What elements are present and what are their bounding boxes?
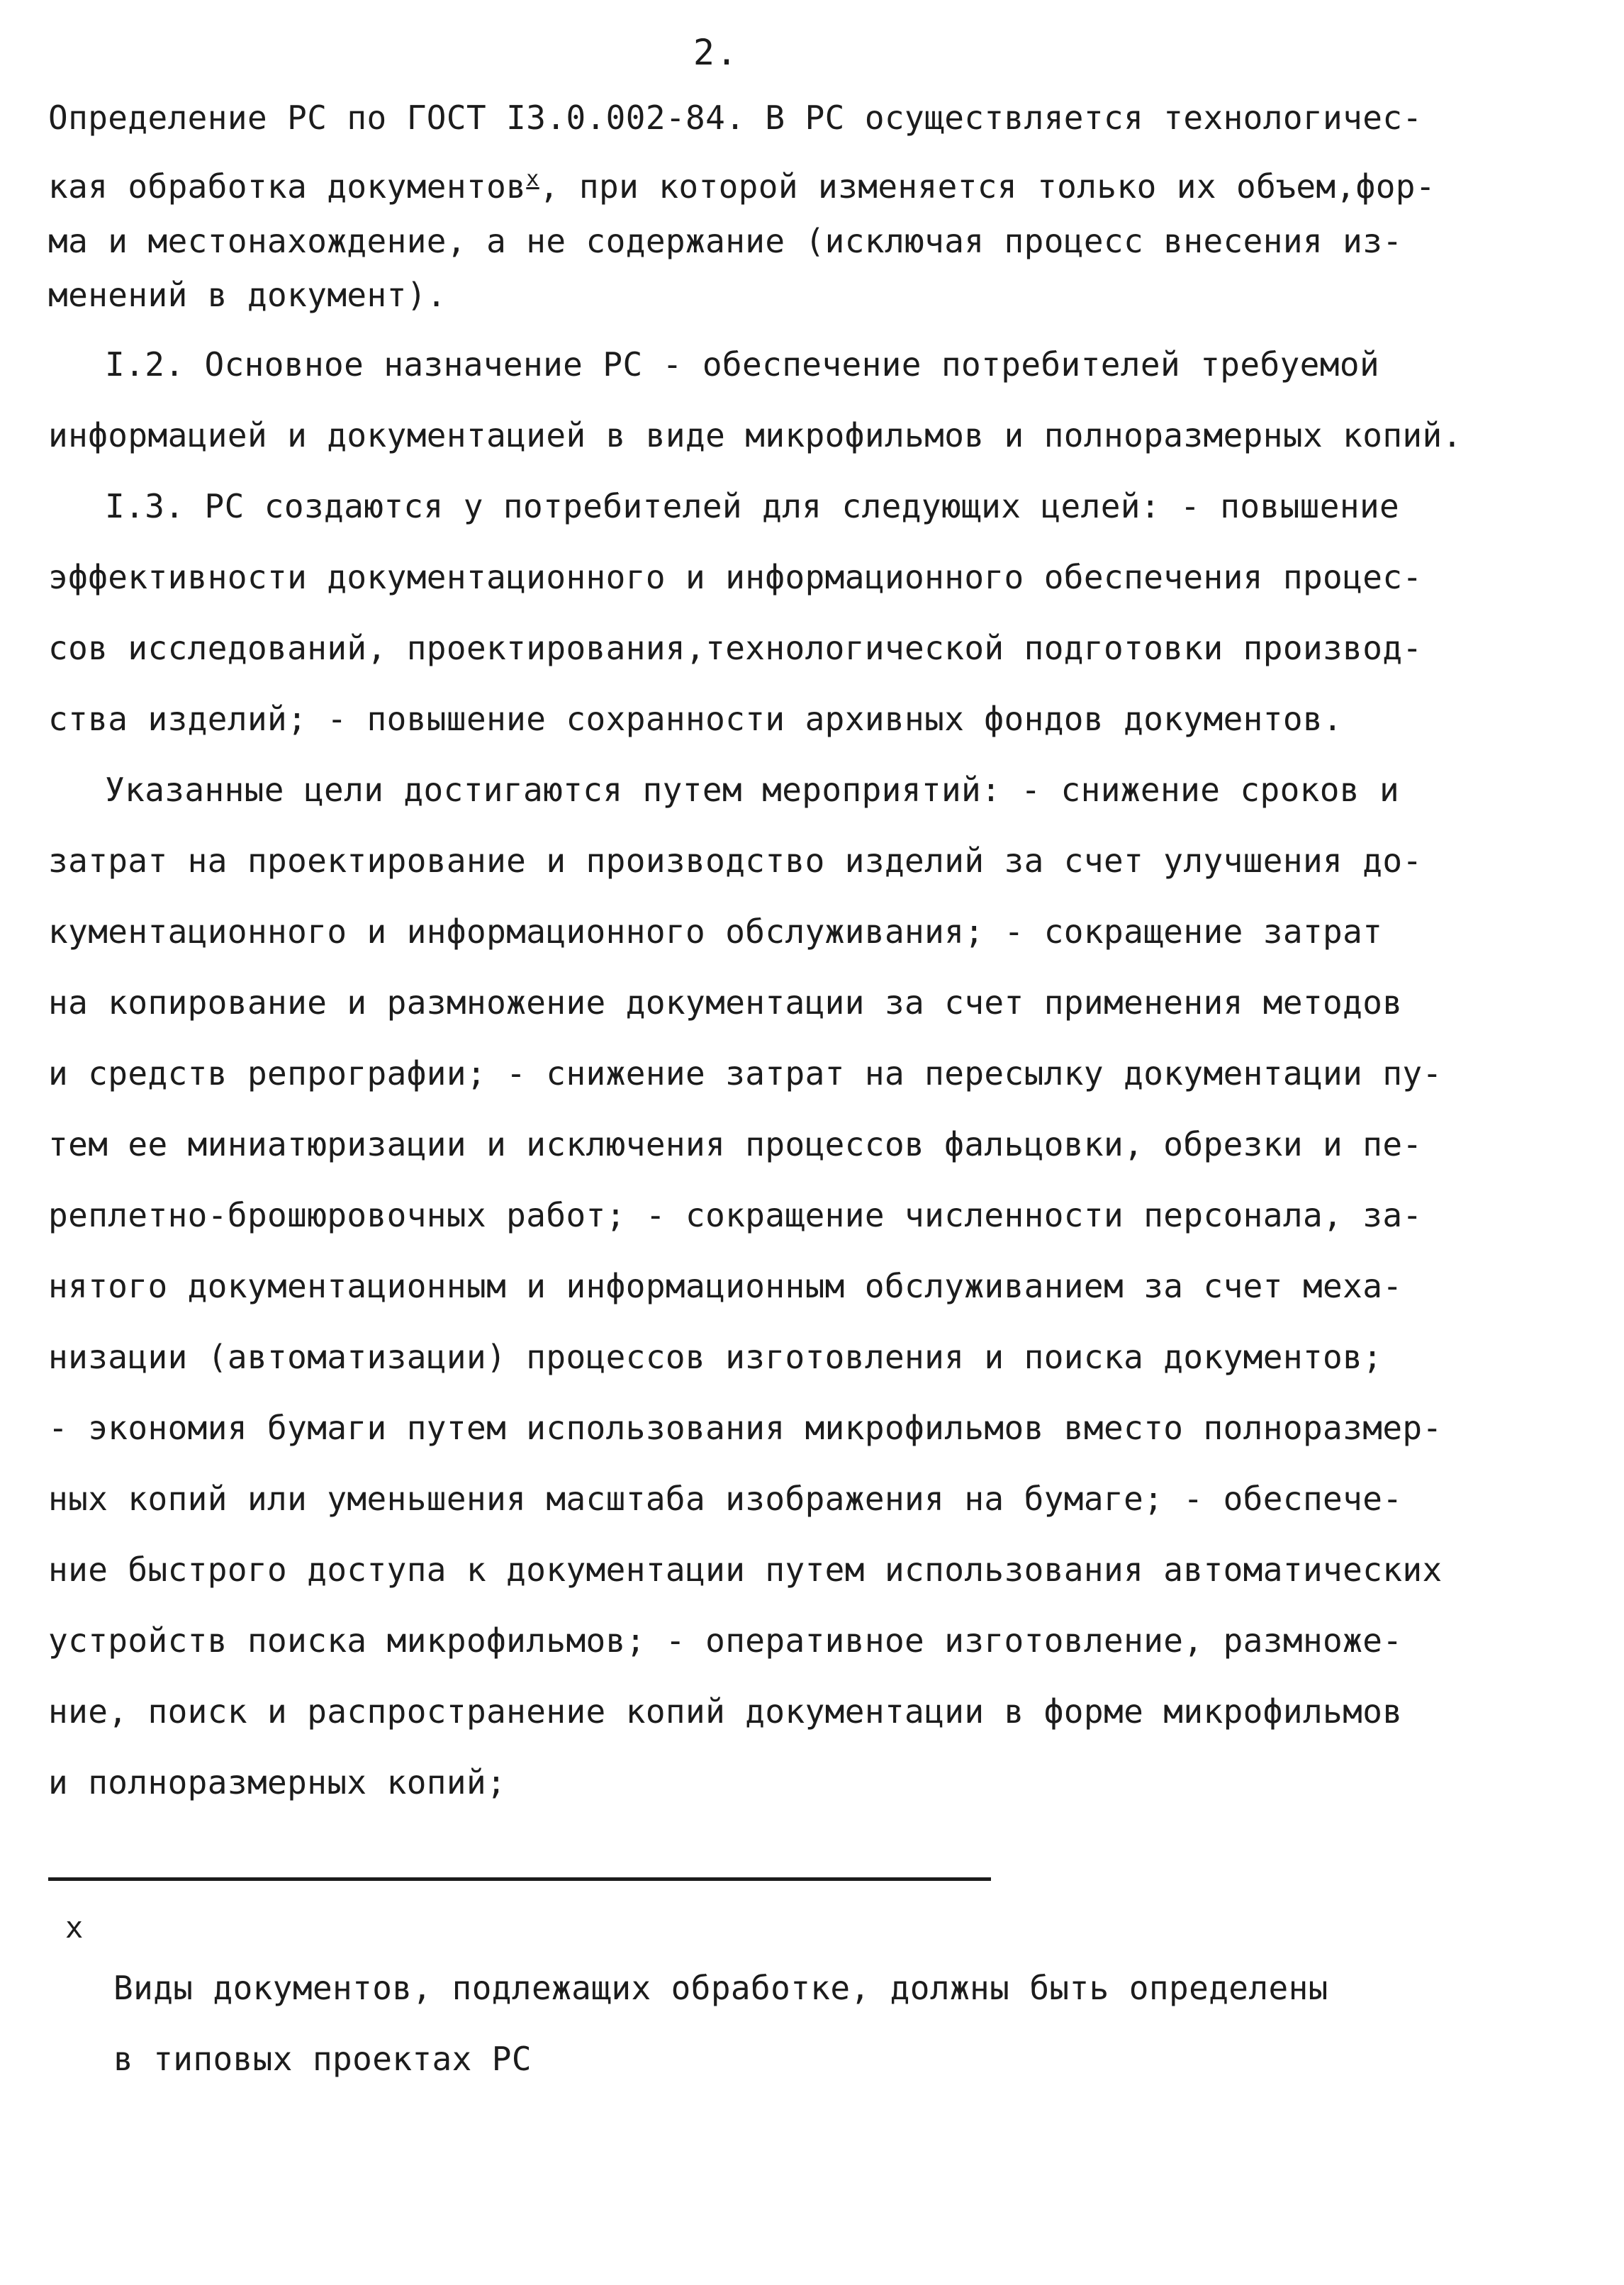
footnote-reference-mark: x <box>526 167 539 191</box>
body-line: ных копий или уменьшения масштаба изображения на бумаге; - обеспече- <box>48 1480 1403 1518</box>
body-line: нятого документационным и информационным обслуживанием за счет меха- <box>48 1267 1403 1305</box>
body-line: на копирование и размножение документации за счет применения методов <box>48 983 1403 1022</box>
paragraph-1-2-line: I.2. Основное назначение РС - обеспечение потребителей требуемой <box>105 345 1380 384</box>
body-line: эффективности документационного и информационного обеспечения процес- <box>48 558 1423 596</box>
body-line <box>48 165 1435 208</box>
body-line-text: кая обработка документов <box>48 167 527 206</box>
footnote-separator <box>48 1877 991 1881</box>
body-line: реплетно-брошюровочных работ; - сокращение численности персонала, за- <box>48 1196 1423 1234</box>
body-line: кументационного и информационного обслуживания; - сокращение затрат <box>48 912 1383 951</box>
body-line-text: , при которой изменяется только их объем,фор- <box>539 167 1435 206</box>
body-line: низации (автоматизации) процессов изготовления и поиска документов; <box>48 1338 1383 1376</box>
body-line: тем ее миниатюризации и исключения процессов фальцовки, обрезки и пе- <box>48 1125 1423 1163</box>
body-line: затрат на проектирование и производство изделий за счет улучшения до- <box>48 842 1423 880</box>
body-line: ства изделий; - повышение сохранности архивных фондов документов. <box>48 700 1343 738</box>
body-line: и средств репрографии; - снижение затрат на пересылку документации пу- <box>48 1054 1443 1093</box>
body-line: Определение РС по ГОСТ I3.0.002-84. В РС осуществляется технологичес- <box>48 99 1423 137</box>
footnote-line: в типовых проектах РС <box>113 2040 532 2078</box>
body-line: ние, поиск и распространение копий документации в форме микрофильмов <box>48 1692 1403 1731</box>
footnote-symbol: x <box>65 1910 84 1945</box>
body-line: устройств поиска микрофильмов; - оперативное изготовление, размноже- <box>48 1621 1403 1660</box>
paragraph-goals-line: Указанные цели достигаются путем мероприятий: - снижение сроков и <box>105 771 1400 809</box>
footnote-line: Виды документов, подлежащих обработке, должны быть определены <box>113 1969 1328 2007</box>
body-line: ма и местонахождение, а не содержание (исключая процесс внесения из- <box>48 222 1403 260</box>
body-line: ние быстрого доступа к документации путем использования автоматических <box>48 1551 1443 1589</box>
body-line: сов исследований, проектирования,технологической подготовки производ- <box>48 629 1423 667</box>
body-line: информацией и документацией в виде микрофильмов и полноразмерных копий. <box>48 416 1462 454</box>
body-line: - экономия бумаги путем использования микрофильмов вместо полноразмер- <box>48 1409 1443 1447</box>
paragraph-1-3-line: I.3. РС создаются у потребителей для следующих целей: - повышение <box>105 487 1400 525</box>
body-line: менений в документ). <box>48 276 447 314</box>
body-line: и полноразмерных копий; <box>48 1763 507 1801</box>
page-number: 2. <box>693 32 739 73</box>
